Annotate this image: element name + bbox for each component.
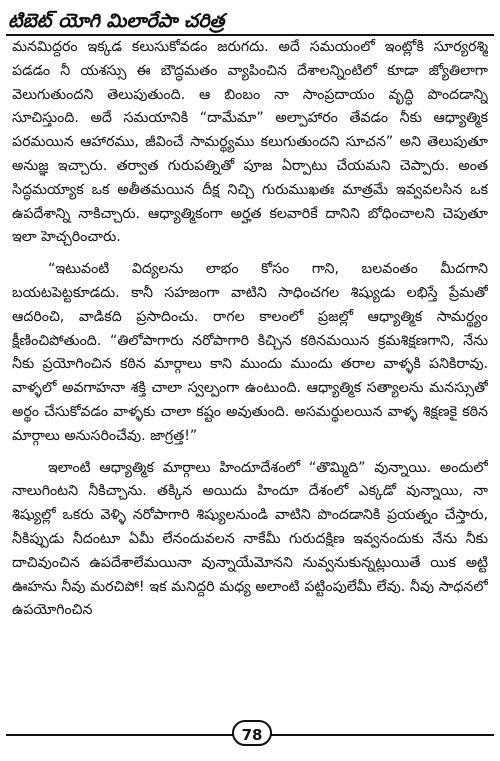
- body-paragraph-1: మనమిద్దరం ఇక్కడ కలుసుకోవడం జరుగదు. అదే సమయంలో ఇంట్లోకి సూర్యరశ్మి పడడం నీ యశస్సు ఈ బౌద్ధమతం వ్యాపించిన దేశాలన్నింటిలో కూడా జ్యోతిలాగా వెలుగుతుందని తెలుపుతుంది. ఆ బింబం నా సాంప్రదాయం వృద్ధి పొందడాన్ని సూచిస్తుంది. అదే సమయానికి “దామేమా” అల్పాహారం తేవడం నీకు ఆధ్యాత్మిక పరమయిన ఆహారము, జీవించే సామర్థ్యము కలుగుతుందని సూచన” అని తెలుపుతూ అనుజ్ఞ ఇచ్చారు. తర్వాత గురుపత్నితో పూజ ఏర్పాటు చేయమని చెప్పారు. అంత సిద్ధమయ్యాక ఒక అతీతమయిన దీక్ష నిచ్చి గురుముఖతః మాత్రమే ఇవ్వవలసిన ఒక ఉపదేశాన్ని నాకిచ్చారు. ఆధ్యాత్మికంగా అర్హత కలవారికే దానిని బోధించాలని చెపుతూ ఇలా హెచ్చరించారు.: [12, 39, 488, 246]
- running-header: టిబెట్ యోగి మిలారేపా చరిత్ర: [6, 6, 494, 36]
- paragraph-gap: [12, 250, 488, 258]
- page-body: [12, 36, 488, 728]
- paragraph-gap: [12, 449, 488, 457]
- body-paragraph-2: “ఇటువంటి విద్యలను లాభం కోసం గాని, బలవంతం మీదగాని బయటపెట్టకూడదు. కానీ సహజంగా వాటిని సాధించగల శిష్యుడు లభిస్తే ప్రేమతో ఆదరించి, వాడికది ప్రసాదించు. రాగల కాలంలో ప్రజల్లో ఆధ్యాత్మిక సామర్థ్యం క్షీణించిపోతుంది. “తిలోపాగారు నరోపాగారి కిచ్చిన కఠినమయిన క్రమశిక్షణగాని, నేను నీకు ప్రయోగించిన కఠిన మార్గాలు కాని ముందు ముందు తరాల వాళ్ళకి పనికిరావు. వాళ్ళలో అవగాహనా శక్తి చాలా స్వల్పంగా ఉంటుంది. ఆధ్యాత్మిక సత్యాలను మనస్సుతో అర్థం చేసుకోవడం వాళ్ళకు చాలా కష్టం అవుతుంది. అసమర్థులయిన వాళ్ళ శిక్షణకై కఠిన మార్గాలు అనుసరించేవు. జాగ్రత్త!”: [12, 261, 488, 444]
- page-number: 78: [232, 720, 272, 746]
- body-paragraph-3: ఇలాంటి ఆధ్యాత్మిక మార్గాలు హిందూదేశంలో “తొమ్మిది” వున్నాయి. అందులో నాలుగింటని నీకిచ్చాను. తక్కిన అయిదు హిందూ దేశంలో ఎక్కడో వున్నాయి, నా శిష్యుల్లో ఒకరు వెళ్ళి నరోపాగారి శిష్యులనుండి వాటిని పొందడానికి ప్రయత్నం చేస్తారు, నీకిప్పుడు నీదంటూ ఏమీ లేనందువలన నాకేమీ గురుదక్షిణ ఇవ్వనందుకు నేను నీకు దాచివుంచిన ఉపదేశాలేమయినా వున్నాయేమోనని నువ్వనుకున్నట్లుయితే యిక అట్టి ఊహను నీవు మరచిపో! ఇక మనిద్దరి మధ్య అలాంటి పట్టింపులేమీ లేవు. నీవు సాధనలో ఉపయోగించిన: [12, 459, 488, 619]
